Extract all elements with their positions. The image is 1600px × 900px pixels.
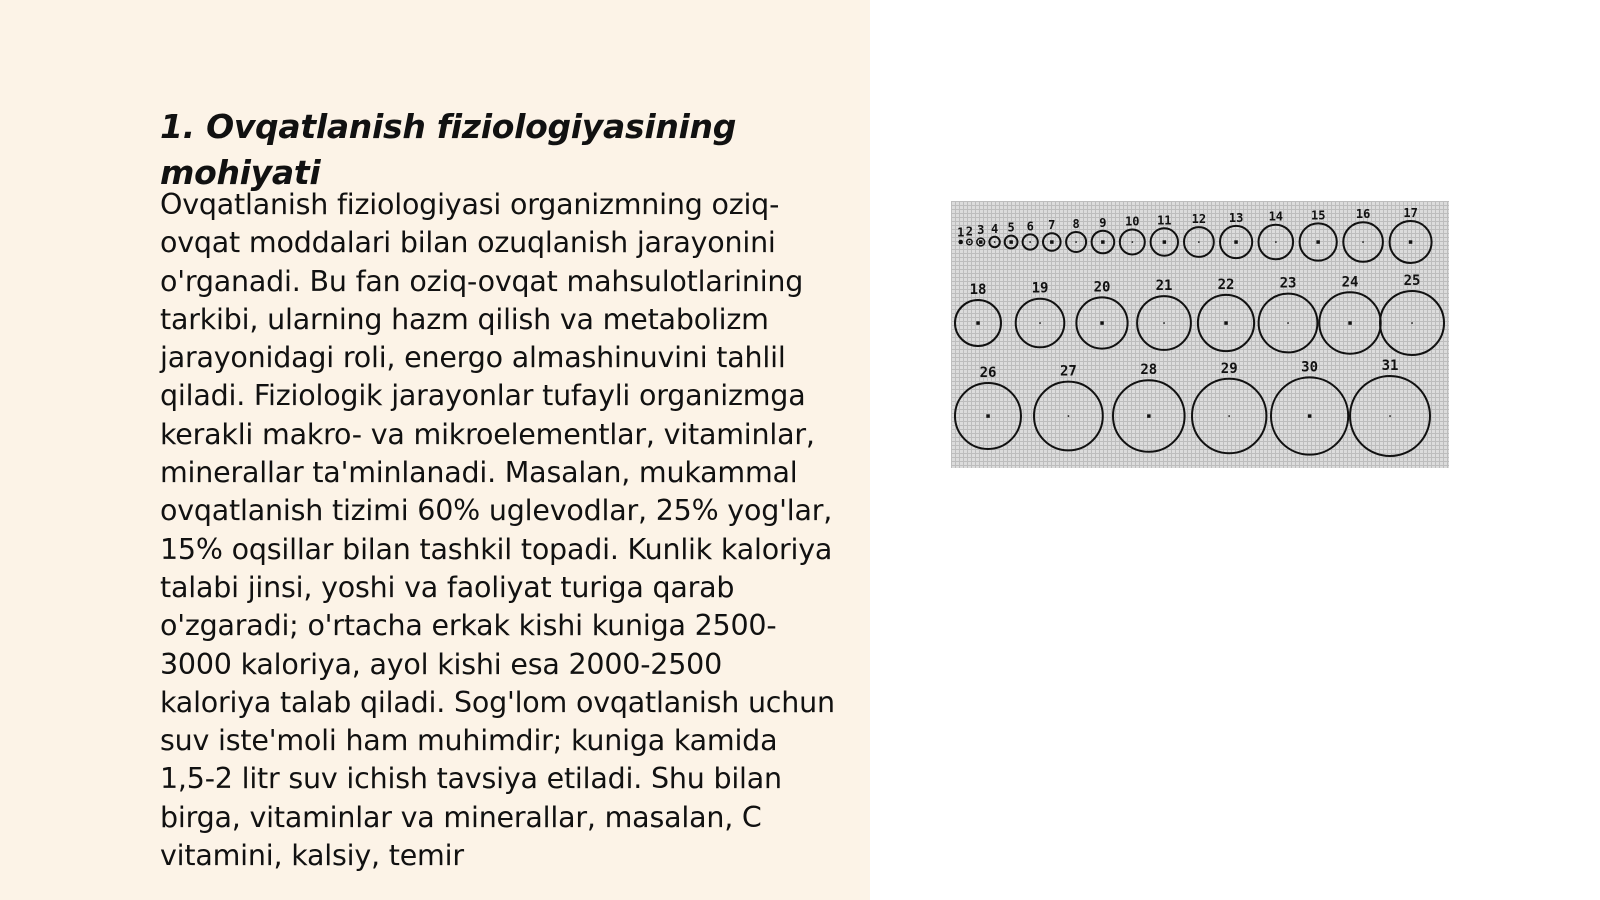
circle-center-dot-22 (1224, 321, 1228, 325)
circle-center-dot-20 (1100, 321, 1104, 325)
circle-center-dot-1 (959, 240, 963, 244)
circle-label-16: 16 (1355, 207, 1371, 222)
circle-center-dot-23 (1287, 322, 1289, 324)
circle-label-23: 23 (1279, 275, 1297, 292)
circle-label-10: 10 (1125, 214, 1140, 229)
circle-label-19: 19 (1031, 280, 1049, 297)
pixel-circles-chart-icon (951, 201, 1449, 468)
circle-label-5: 5 (1007, 220, 1015, 235)
circle-label-9: 9 (1099, 215, 1107, 230)
circle-label-12: 12 (1191, 212, 1207, 227)
circle-label-2: 2 (965, 224, 974, 239)
pixel-circles-figure (951, 201, 1449, 468)
circle-label-11: 11 (1157, 213, 1172, 228)
slide-body-text: Ovqatlanish fiziologiyasi organizmning oziq-ovqat moddalari bilan ozuqlanish jarayonini o'rganadi. Bu fan oziq-ovqat mahsulotlarining tarkibi, ularning hazm qilish va metabolizm jarayonidagi roli, energo almashinuvini tahlil qiladi. Fiziologik jarayonlar tufayli organizmga kerakli makro- va mikroelementlar, vitaminlar, minerallar ta'minlanadi. Masalan, mukammal ovqatlanish tizimi 60% uglevodlar, 25% yog'lar, 15% oqsillar bilan tashkil topadi. Kunlik kaloriya talabi jinsi, yoshi va faoliyat turiga qarab o'zgaradi; o'rtacha erkak kishi kuniga 2500-3000 kaloriya, ayol kishi esa 2000-2500 kaloriya talab qiladi. Sog'lom ovqatlanish uchun suv iste'moli ham muhimdir; kuniga kamida 1,5-2 litr suv ichish tavsiya etiladi. Shu bilan birga, vitaminlar va minerallar, masalan, C vitamini, kalsiy, temir (160, 188, 835, 873)
circle-center-dot-8 (1075, 241, 1077, 243)
circle-center-dot-14 (1275, 241, 1277, 243)
circle-label-3: 3 (977, 223, 985, 238)
circle-label-27: 27 (1059, 363, 1077, 380)
circle-label-25: 25 (1403, 273, 1421, 289)
circle-label-20: 20 (1093, 279, 1111, 296)
circle-center-dot-10 (1132, 241, 1134, 243)
circle-center-dot-17 (1409, 240, 1413, 244)
circle-center-dot-13 (1234, 240, 1238, 244)
circle-label-24: 24 (1341, 274, 1359, 291)
circle-center-dot-25 (1411, 322, 1413, 324)
circle-label-28: 28 (1140, 362, 1158, 379)
circle-center-dot-26 (986, 414, 990, 418)
circle-label-29: 29 (1220, 360, 1238, 377)
circle-label-8: 8 (1072, 217, 1080, 231)
circle-center-dot-3 (979, 240, 983, 244)
circle-label-14: 14 (1268, 209, 1284, 224)
circle-center-dot-29 (1228, 415, 1230, 417)
circle-center-dot-19 (1039, 322, 1041, 324)
circle-label-21: 21 (1155, 278, 1173, 295)
circle-label-26: 26 (979, 365, 997, 381)
circle-center-dot-4 (994, 241, 996, 243)
circle-center-dot-16 (1362, 241, 1364, 243)
circle-center-dot-18 (976, 321, 980, 325)
circle-center-dot-30 (1308, 414, 1312, 418)
circle-label-18: 18 (969, 282, 987, 298)
circle-center-dot-2 (969, 241, 971, 243)
circle-center-dot-11 (1163, 240, 1167, 244)
circle-label-30: 30 (1301, 359, 1319, 376)
circle-label-31: 31 (1381, 358, 1399, 374)
circle-center-dot-31 (1389, 415, 1391, 417)
circle-center-dot-15 (1316, 240, 1320, 244)
circle-label-1: 1 (957, 225, 965, 240)
circle-label-7: 7 (1048, 218, 1056, 233)
slide-title: 1. Ovqatlanish fiziologiyasining mohiyati (160, 107, 737, 192)
circle-label-17: 17 (1403, 206, 1418, 220)
circle-label-13: 13 (1228, 210, 1244, 225)
circle-center-dot-7 (1050, 240, 1054, 244)
circle-label-6: 6 (1026, 219, 1034, 234)
circle-label-15: 15 (1310, 208, 1326, 223)
circle-center-dot-9 (1101, 240, 1105, 244)
circle-label-22: 22 (1217, 276, 1235, 293)
circle-center-dot-27 (1068, 415, 1070, 417)
circle-label-4: 4 (990, 221, 999, 236)
circle-center-dot-6 (1029, 241, 1031, 243)
circle-center-dot-5 (1009, 240, 1013, 244)
circle-center-dot-24 (1348, 321, 1352, 325)
circle-center-dot-28 (1147, 414, 1151, 418)
circle-center-dot-12 (1198, 241, 1200, 243)
circle-center-dot-21 (1163, 322, 1165, 324)
